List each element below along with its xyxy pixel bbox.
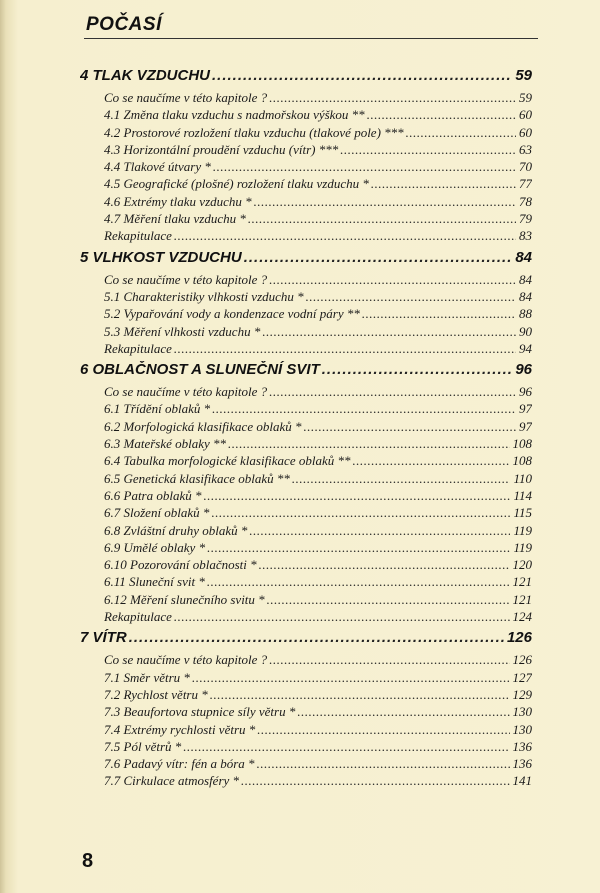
toc-entry-page: 97 [519, 401, 532, 417]
dot-leader [259, 557, 510, 573]
toc-entry [104, 324, 532, 341]
dot-leader [207, 574, 510, 590]
toc-entry-title: 6.8 Zvláštní druhy oblaků * [104, 522, 248, 538]
chapter-heading-page: 59 [515, 67, 532, 84]
toc-entry [104, 90, 532, 107]
toc-entry-title: 6.7 Složení oblaků * [104, 505, 210, 521]
toc-entry-title: 5.2 Vypařování vody a kondenzace vodní páry ** [104, 306, 360, 322]
toc-entry [104, 142, 532, 159]
toc-entry-title: Rekapitulace [104, 228, 172, 244]
dot-leader [211, 505, 510, 521]
toc-entry [104, 107, 532, 124]
toc-entry-title: Co se naučíme v této kapitole ? [104, 652, 268, 668]
toc-entry-title: 4.4 Tlakové útvary * [104, 159, 211, 175]
toc-entry [104, 228, 532, 245]
toc-entry-title: 6.9 Umělé oblaky * [104, 539, 206, 555]
toc-entry-page: 90 [519, 323, 532, 339]
chapter-section [80, 629, 532, 790]
toc-entry-title: 5.1 Charakteristiky vlhkosti vzduchu * [104, 288, 304, 304]
toc-entry-page: 97 [519, 418, 532, 434]
dot-leader [174, 609, 510, 625]
toc-entry-page: 126 [512, 652, 532, 668]
toc-entry [104, 436, 532, 453]
toc-entry-title: 7.6 Padavý vítr: fén a bóra * [104, 756, 255, 772]
toc-entry [104, 384, 532, 401]
dot-leader [267, 592, 510, 608]
dot-leader [367, 107, 516, 123]
toc-entry [104, 609, 532, 626]
toc-entry [104, 670, 532, 687]
toc-entry-title: 6.6 Patra oblaků * [104, 487, 202, 503]
toc-entry-title: 4.7 Měření tlaku vzduchu * [104, 211, 246, 227]
dot-leader [269, 652, 509, 668]
toc-entry-page: 110 [513, 470, 532, 486]
toc-entry-page: 84 [519, 271, 532, 287]
toc-entry [104, 756, 532, 773]
toc-entry [104, 419, 532, 436]
chapter-heading-title: 6 OBLAČNOST A SLUNEČNÍ SVIT [80, 361, 320, 379]
dot-leader [303, 419, 516, 435]
toc-entry [104, 289, 532, 306]
toc-entry-page: 121 [512, 574, 532, 590]
chapter-section [80, 67, 532, 246]
toc-entry-title: 6.2 Morfologická klasifikace oblaků * [104, 418, 302, 434]
page-number: 8 [82, 850, 94, 872]
dot-leader [257, 756, 510, 772]
chapter-heading-page: 84 [515, 248, 532, 266]
chapter-heading-page: 96 [515, 361, 532, 379]
dot-leader [371, 176, 516, 192]
chapter-section [80, 361, 532, 626]
dot-leader [213, 159, 516, 175]
toc-entry [104, 176, 532, 193]
dot-leader [406, 125, 516, 141]
table-of-contents [80, 67, 532, 794]
toc-entry [104, 687, 532, 704]
toc-entry-title: 6.5 Genetická klasifikace oblaků ** [104, 470, 290, 486]
toc-entry-page: 70 [519, 159, 532, 175]
dot-leader [262, 324, 516, 340]
toc-entry-title: 7.1 Směr větru * [104, 669, 190, 685]
toc-entry-title: 4.1 Změna tlaku vzduchu s nadmořskou výškou ** [104, 107, 365, 123]
toc-entry-page: 127 [512, 669, 532, 685]
toc-entry-title: 6.11 Sluneční svit * [104, 574, 205, 590]
toc-entry [104, 453, 532, 470]
toc-entry-page: 129 [512, 686, 532, 702]
dot-leader [174, 228, 516, 244]
toc-entry-page: 84 [519, 288, 532, 304]
toc-entry [104, 488, 532, 505]
dot-leader [192, 670, 510, 686]
toc-entry-title: 7.5 Pól větrů * [104, 738, 182, 754]
toc-entry-title: 6.12 Měření slunečního svitu * [104, 591, 265, 607]
toc-entry-title: 6.3 Mateřské oblaky ** [104, 436, 227, 452]
dot-leader [241, 773, 509, 789]
dot-leader [210, 687, 510, 703]
toc-entry-page: 88 [519, 306, 532, 322]
toc-entry-title: 6.1 Třídění oblaků * [104, 401, 211, 417]
toc-entry-title: 5.3 Měření vlhkosti vzduchu * [104, 323, 261, 339]
toc-entry [104, 704, 532, 721]
toc-entry-title: Rekapitulace [104, 340, 172, 356]
toc-entry-title: 4.6 Extrémy tlaku vzduchu * [104, 193, 252, 209]
toc-entry-page: 136 [512, 738, 532, 754]
dot-leader [322, 361, 513, 378]
toc-entry [104, 401, 532, 418]
toc-entry [104, 306, 532, 323]
dot-leader [212, 67, 512, 84]
toc-entry-page: 119 [513, 539, 532, 555]
toc-entry-title: Co se naučíme v této kapitole ? [104, 271, 268, 287]
dot-leader [340, 142, 516, 158]
dot-leader [269, 384, 516, 400]
toc-entry [104, 540, 532, 557]
dot-leader [306, 289, 516, 305]
toc-entry-page: 59 [519, 90, 532, 105]
toc-entry-page: 78 [519, 193, 532, 209]
dot-leader [269, 90, 516, 106]
toc-entry-page: 108 [512, 436, 532, 452]
dot-leader [269, 272, 516, 288]
toc-entry [104, 272, 532, 289]
toc-entry [104, 557, 532, 574]
toc-entry-title: Rekapitulace [104, 609, 172, 625]
toc-entry-page: 60 [519, 107, 532, 123]
toc-entry-page: 77 [519, 176, 532, 192]
chapter-section [80, 249, 532, 358]
toc-entry-title: 7.7 Cirkulace atmosféry * [104, 773, 240, 789]
dot-leader [228, 436, 509, 452]
toc-entry-page: 120 [512, 557, 532, 573]
dot-leader [297, 704, 509, 720]
toc-entry [104, 211, 532, 228]
toc-entry-page: 60 [519, 124, 532, 140]
dot-leader [249, 523, 510, 539]
toc-entry-title: 6.10 Pozorování oblačnosti * [104, 557, 257, 573]
dot-leader [204, 488, 511, 504]
dot-leader [257, 722, 509, 738]
toc-entry-title: Co se naučíme v této kapitole ? [104, 384, 268, 400]
dot-leader [254, 194, 516, 210]
toc-entry-title: Co se naučíme v této kapitole ? [104, 90, 268, 105]
toc-entry-page: 83 [519, 228, 532, 244]
chapter-heading-title: 5 VLHKOST VZDUCHU [80, 248, 242, 266]
toc-entry [104, 159, 532, 176]
toc-entry-page: 79 [519, 211, 532, 227]
toc-entry-page: 124 [512, 609, 532, 625]
toc-entry-title: 4.2 Prostorové rozložení tlaku vzduchu (tlakové pole) *** [104, 124, 404, 140]
toc-entry [104, 194, 532, 211]
toc-entry-title: 7.2 Rychlost větru * [104, 686, 208, 702]
header-rule [84, 38, 538, 39]
toc-entry [104, 341, 532, 358]
toc-entry-page: 96 [519, 384, 532, 400]
chapter-heading [80, 361, 532, 384]
dot-leader [207, 540, 510, 556]
chapter-heading-page: 126 [506, 629, 532, 647]
toc-entry-page: 115 [513, 505, 532, 521]
toc-entry-title: 7.3 Beaufortova stupnice síly větru * [104, 704, 296, 720]
dot-leader [174, 341, 516, 357]
toc-entry-page: 119 [513, 522, 532, 538]
chapter-heading [80, 67, 532, 90]
dot-leader [292, 471, 511, 487]
toc-entry [104, 125, 532, 142]
dot-leader [244, 249, 513, 266]
chapter-heading-title: 7 VÍTR [80, 629, 127, 647]
toc-entry-page: 141 [512, 773, 532, 789]
chapter-heading-title: 4 TLAK VZDUCHU [80, 67, 210, 84]
toc-entry [104, 739, 532, 756]
toc-entry [104, 471, 532, 488]
toc-entry-page: 94 [519, 340, 532, 356]
chapter-heading [80, 629, 532, 652]
running-header: POČASÍ [86, 14, 162, 35]
dot-leader [352, 453, 509, 469]
toc-entry-title: 4.3 Horizontální proudění vzduchu (vítr) *** [104, 141, 339, 157]
chapter-heading [80, 249, 532, 272]
toc-entry-page: 130 [512, 721, 532, 737]
toc-entry-title: 6.4 Tabulka morfologické klasifikace oblaků ** [104, 453, 351, 469]
toc-entry-page: 136 [512, 756, 532, 772]
dot-leader [129, 629, 504, 646]
toc-entry [104, 523, 532, 540]
toc-entry [104, 722, 532, 739]
toc-entry-page: 114 [513, 487, 532, 503]
toc-entry [104, 574, 532, 591]
toc-entry [104, 773, 532, 790]
toc-entry-title: 7.4 Extrémy rychlosti větru * [104, 721, 256, 737]
dot-leader [183, 739, 509, 755]
dot-leader [248, 211, 516, 227]
toc-entry-page: 121 [512, 591, 532, 607]
dot-leader [212, 401, 516, 417]
toc-entry [104, 652, 532, 669]
toc-entry-page: 130 [512, 704, 532, 720]
toc-entry-page: 63 [519, 141, 532, 157]
toc-entry [104, 592, 532, 609]
toc-entry-page: 108 [512, 453, 532, 469]
toc-entry [104, 505, 532, 522]
dot-leader [362, 306, 516, 322]
toc-entry-title: 4.5 Geografické (plošné) rozložení tlaku vzduchu * [104, 176, 369, 192]
